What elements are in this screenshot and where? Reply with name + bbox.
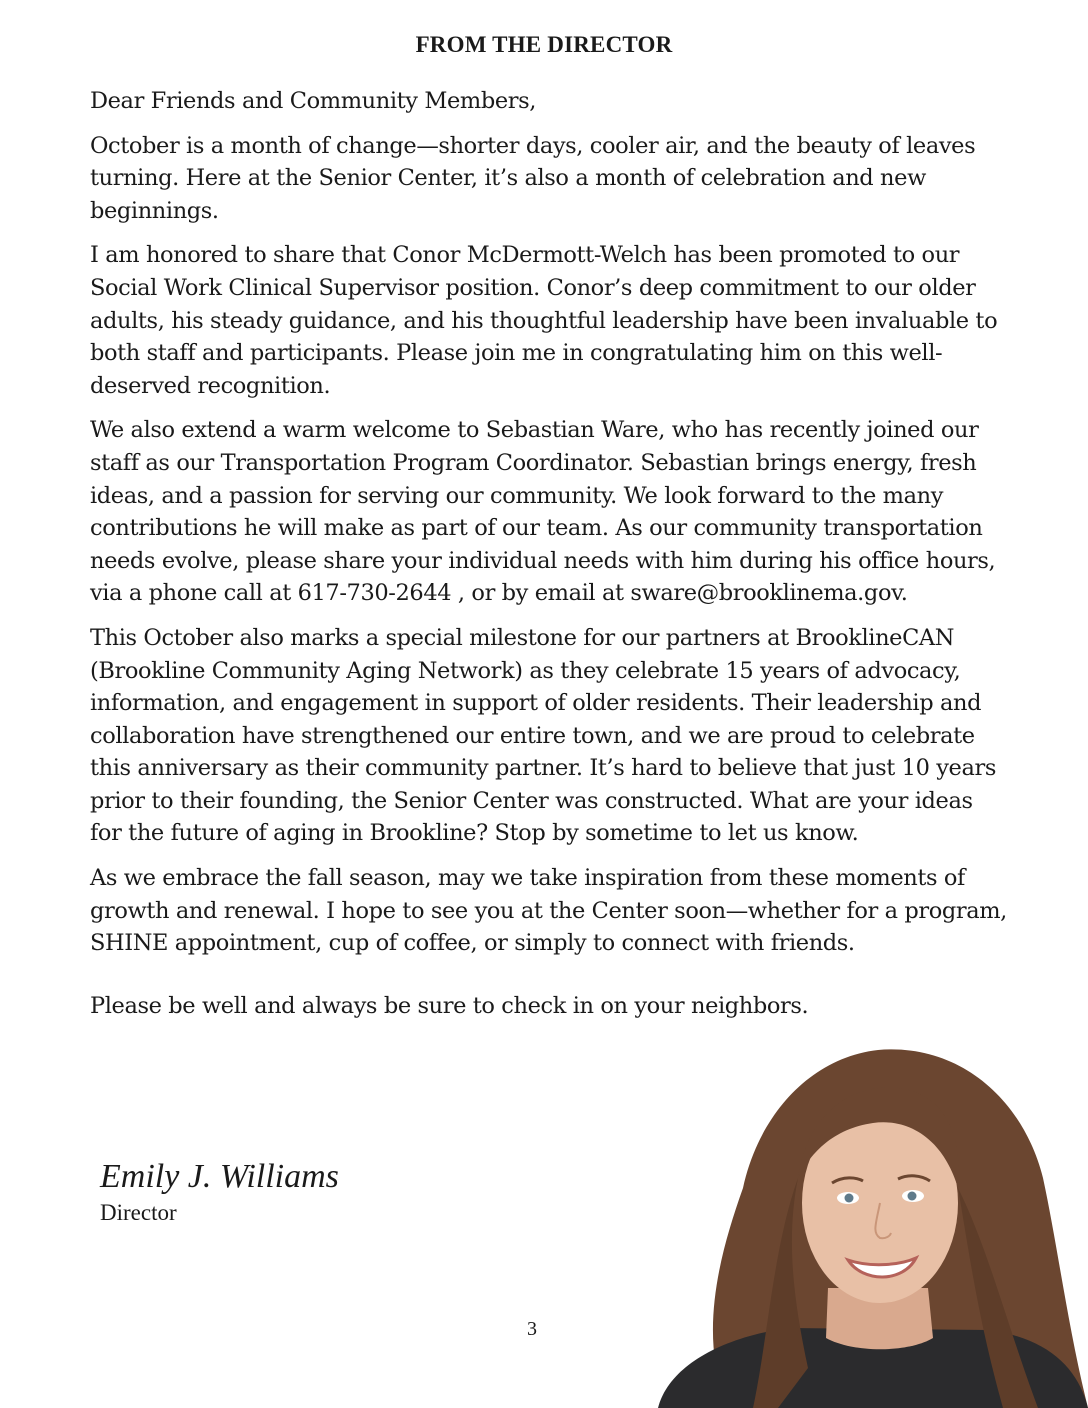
paragraph-welcome: We also extend a warm welcome to Sebastian Ware, who has recently joined our staff as our Transportation Program Coordinator. Sebastian brings energy, fresh ideas, and a passion for serving our community. We look forward to the many contributions he will make as part of our team. As our community transportation needs evolve, please share your individual needs with him during his office hours, via a phone call at 617-730-2644 , or by email at sware@brooklinema.gov. <box>90 417 996 607</box>
signature-name: Emily J. Williams <box>100 1158 339 1195</box>
page-title: FROM THE DIRECTOR <box>415 32 673 57</box>
signature-title: Director <box>100 1200 177 1225</box>
closing-line: Please be well and always be sure to check in on your neighbors. <box>90 992 809 1019</box>
paragraph-milestone: This October also marks a special milestone for our partners at BrooklineCAN (Brookline Community Aging Network) as they celebrate 15 years of advocacy, information, and engagement in support of older residents. Their leadership and collaboration have strengthened our entire town, and we are proud to celebrate this anniversary as their community partner. It’s hard to believe that just 10 years prior to their founding, the Senior Center was constructed. What are your ideas for the future of aging in Brookline? Stop by sometime to let us know. <box>90 624 996 847</box>
page-number: 3 <box>527 1318 537 1340</box>
paragraph-intro: October is a month of change—shorter days, cooler air, and the beauty of leaves turning. Here at the Senior Center, it’s also a month of celebration and new beginnings. <box>90 132 976 224</box>
director-portrait <box>658 1038 1088 1408</box>
paragraph-fall-season: As we embrace the fall season, may we take inspiration from these moments of growth and renewal. I hope to see you at the Center soon—whether for a program, SHINE appointment, cup of coffee, or simply to connect with friends. <box>90 865 1007 957</box>
letter-body <box>90 85 1010 1034</box>
salutation: Dear Friends and Community Members, <box>90 88 536 114</box>
paragraph-promotion: I am honored to share that Conor McDermott-Welch has been promoted to our Social Work Clinical Supervisor position. Conor’s deep commitment to our older adults, his steady guidance, and his thoughtful leadership have been invaluable to both staff and participants. Please join me in congratulating him on this well-deserved recognition. <box>90 242 998 399</box>
